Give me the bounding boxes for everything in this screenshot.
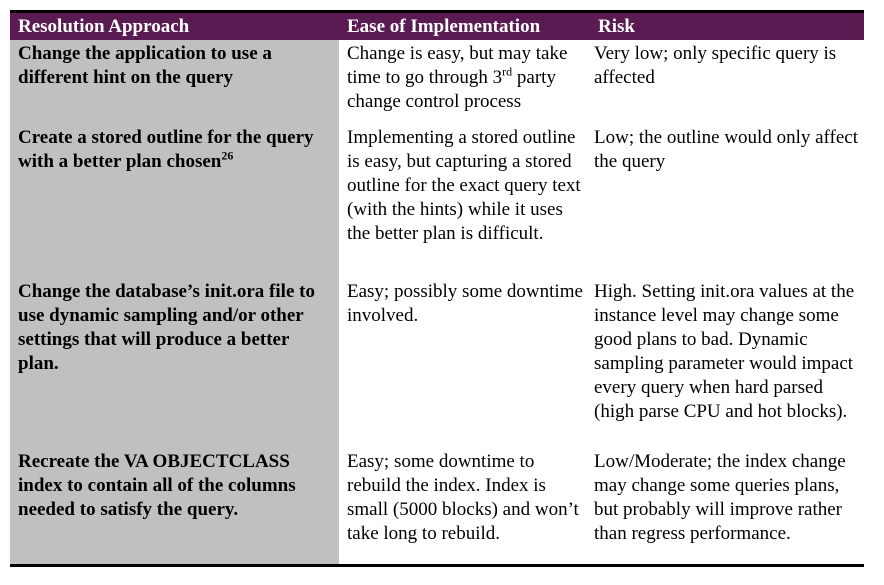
table-row: [10, 278, 864, 448]
cell-ease: [339, 278, 590, 448]
header-risk: Risk: [590, 13, 864, 40]
cell-risk-text: Very low; only specific query is affected: [594, 43, 837, 88]
cell-ease-text: Change is easy, but may take time to go through 3: [347, 43, 568, 88]
cell-approach-text: Create a stored outline for the query with a better plan chosen: [18, 127, 314, 172]
cell-risk: [590, 278, 864, 448]
table-bottom-rule: [10, 564, 864, 567]
cell-approach: [10, 278, 339, 448]
header-resolution-approach: Resolution Approach: [10, 13, 339, 40]
table-body: [10, 40, 864, 564]
cell-approach-text: Change the database’s init.ora file to use dynamic sampling and/or other settings that will produce a better plan.: [18, 281, 315, 374]
cell-approach-text: Recreate the VA OBJECTCLASS index to contain all of the columns needed to satisfy the query.: [18, 451, 296, 520]
table-row: [10, 448, 864, 564]
cell-approach: [10, 448, 339, 564]
cell-risk-text: High. Setting init.ora values at the instance level may change some good plans to bad. Dynamic sampling parameter would impact every query when hard parsed (high parse CPU and hot blocks).: [594, 281, 855, 422]
cell-ease-text: Easy; possibly some downtime involved.: [347, 281, 583, 326]
cell-approach-text: Change the application to use a different hint on the query: [18, 43, 272, 88]
cell-risk-text: Low; the outline would only affect the query: [594, 127, 859, 172]
cell-ease: [339, 40, 590, 124]
cell-ease-text: Implementing a stored outline is easy, but capturing a stored outline for the exact query text (with the hints) while it uses the better plan is difficult.: [347, 127, 581, 244]
cell-risk: [590, 448, 864, 564]
cell-risk: [590, 124, 864, 278]
header-ease-of-implementation: Ease of Implementation: [339, 13, 590, 40]
cell-ease: [339, 448, 590, 564]
cell-ease-text: Easy; some downtime to rebuild the index. Index is small (5000 blocks) and won’t take long to rebuild.: [347, 451, 579, 544]
table-row: [10, 124, 864, 278]
ordinal-superscript: rd: [502, 64, 513, 79]
resolution-table-container: [10, 10, 864, 567]
cell-ease: [339, 124, 590, 278]
cell-approach: [10, 40, 339, 124]
cell-risk-text: Low/Moderate; the index change may change some queries plans, but probably will improve rather than regress performance.: [594, 451, 846, 544]
header-row: [10, 13, 864, 40]
cell-ease-text-tail: party change control process: [347, 67, 556, 112]
cell-approach: [10, 124, 339, 278]
table-row: [10, 40, 864, 124]
table-header: [10, 13, 864, 40]
resolution-table: [10, 13, 864, 564]
footnote-reference: 26: [221, 148, 234, 163]
cell-risk: [590, 40, 864, 124]
